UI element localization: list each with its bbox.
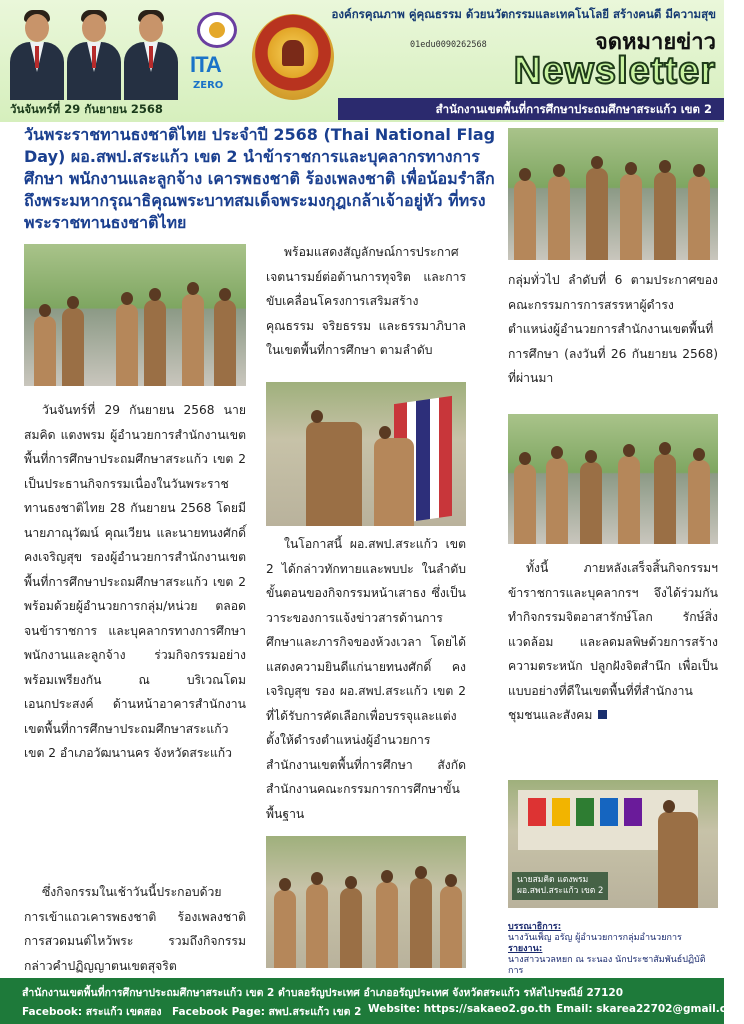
newsletter-header <box>0 0 724 122</box>
issue-date: วันจันทร์ที่ 29 กันยายน 2568 <box>10 102 163 116</box>
photo-recycling-activity <box>508 780 718 908</box>
photo-ceremony-line <box>24 244 246 386</box>
end-mark-icon <box>598 710 607 719</box>
facebook-link[interactable]: Facebook: สระแก้ว เขตสอง <box>22 1006 162 1018</box>
closing-text: ทั้งนี้ ภายหลังเสร็จสิ้นกิจกรรมฯ ข้าราชการและบุคลากรฯ จึงได้ร่วมกันทำกิจกรรมจิตอาสารักษ์โลก รักษ์สิ่งแวดล้อม และลดมลพิษด้วยการสร้างความตระหนัก ปลูกฝังจิตสำนึก เพื่อเป็นแบบอย่างที่ดีในเขตพื้นที่ที่สำนักงาน ชุมชนและสังคม <box>508 561 718 722</box>
editor-label: บรรณาธิการ: <box>508 922 562 932</box>
agency-logo-icon <box>197 12 237 48</box>
office-address: สำนักงานเขตพื้นที่การศึกษาประถมศึกษาสระแก้ว เขต 2 ตำบลอรัญประเทศ อำเภออรัญประเทศ จังหวัดสระแก้ว รหัสไปรษณีย์ 27120 <box>22 987 624 999</box>
masthead-english: Newsletter <box>513 50 716 92</box>
masthead-thai: จดหมายข่าว <box>594 30 716 55</box>
zero-logo: ZERO <box>193 80 224 91</box>
photo-caption: นายสมคิด แตงพรม ผอ.สพป.สระแก้ว เขต 2 <box>512 872 608 900</box>
article-paragraph: วันจันทร์ที่ 29 กันยายน 2568 นายสมคิด แตงพรม ผู้อำนวยการสำนักงานเขตพื้นที่การศึกษาประถมศึกษาสระแก้ว เขต 2 เป็นประธานกิจกรรมเนื่องในวันพระราชทานธงชาติไทย 28 กันยายน 2568 โดยมีนายภาณุวัฒน์ คุณเวียน และนายทนงศักดิ์ คงเจริญสุข รองผู้อำนวยการสำนักงานเขตพื้นที่การศึกษาประถมศึกษาสระแก้ว เขต 2 พร้อมด้วยผู้อำนวยการกลุ่ม/หน่วย ตลอดจนข้าราชการ และบุคลากรทางการศึกษา พนักงานและลูกจ้าง ร่วมกิจกรรมอย่างพร้อมเพรียงกัน ณ บริเวณโดมเอนกประสงค์ ด้านหน้าอาคารสำนักงานเขตพื้นที่การศึกษาประถมศึกษาสระแก้ว เขต 2 อำเภอวัฒนานคร จังหวัดสระแก้ว <box>24 403 246 760</box>
article-paragraph: พร้อมแสดงสัญลักษณ์การประกาศเจตนารมย์ต่อต้านการทุจริต และการขับเคลื่อนโครงการเสริมสร้างคุณธรรม จริยธรรม และธรรมาภิบาลในเขตพื้นที่การศึกษา ตามลำดับ <box>266 245 466 357</box>
article-headline: วันพระราชทานธงชาติไทย ประจำปี 2568 (Thai National Flag Day) ผอ.สพป.สระแก้ว เขต 2 นำข้าราชการและบุคลากรทางการศึกษา พนักงานและลูกจ้าง เคารพธงชาติ ร้องเพลงชาติ เพื่อน้อมรำลึกถึงพระมหากรุณาธิคุณพระบาทสมเด็จพระมงกุฎเกล้าเจ้าอยู่หัว ที่ทรงพระราชทานธงชาติไทย <box>24 125 496 232</box>
office-name-bar: สำนักงานเขตพื้นที่การศึกษาประถมศึกษาสระแก้ว เขต 2 <box>338 98 724 120</box>
executives-photo <box>8 6 180 100</box>
facebook-page-link[interactable]: Facebook Page: สพป.สระแก้ว เขต 2 <box>172 1006 362 1018</box>
executive-portrait <box>8 6 66 100</box>
website-link[interactable]: Website: https://sakaeo2.go.th <box>368 1003 552 1015</box>
photo-staff-group <box>508 414 718 544</box>
ministry-seal-icon <box>252 14 334 100</box>
article-paragraph: กลุ่มทั่วไป ลำดับที่ 6 ตามประกาศของคณะกรรมการการสรรหาผู้ดำรงตำแหน่งผู้อำนวยการสำนักงานเขตพื้นที่การศึกษา (ลงวันที่ 26 กันยายน 2568) ที่ผ่านมา <box>508 273 718 385</box>
photo-group-standing <box>266 836 466 968</box>
email-link[interactable]: Email: skarea22702@gmail.com <box>556 1003 744 1015</box>
credits-block <box>508 922 718 977</box>
photo-flag-ceremony-speaker <box>508 128 718 260</box>
newsletter-footer <box>0 978 744 1024</box>
article-paragraph: ซึ่งกิจกรรมในเช้าวันนี้ประกอบด้วย การเข้าแถวเคารพธงชาติ ร้องเพลงชาติ การสวดมนต์ไหว้พระ รวมถึงกิจกรรม กล่าวคำปฏิญญาตนเขตสุจริต <box>24 885 246 973</box>
editor-name: นางวันเพ็ญ อรัญ ผู้อำนวยการกลุ่มอำนวยการ <box>508 933 682 943</box>
document-code: 01edu0090262568 <box>410 40 487 50</box>
reporter-name: นางสาวนวลหยก ณ ระนอง นักประชาสัมพันธ์ปฏิบัติการ <box>508 955 706 976</box>
executive-portrait <box>65 6 123 100</box>
article-paragraph: ในโอกาสนี้ ผอ.สพป.สระแก้ว เขต 2 ได้กล่าวทักทายและพบปะ ในลำดับขั้นตอนของกิจกรรมหน้าเสาธง ซึ่งเป็นวาระของการแจ้งข่าวสารด้านการศึกษาและภารกิจของห้วงเวลา โดยได้แสดงความยินดีแก่นายทนงศักดิ์ คงเจริญสุข รอง ผอ.สพป.สระแก้ว เขต 2 ที่ได้รับการคัดเลือกเพื่อบรรจุและแต่งตั้งให้ดำรงตำแหน่งผู้อำนวยการสำนักงานเขตพื้นที่การศึกษา สังกัดสำนักงานคณะกรรมการการศึกษาขั้นพื้นฐาน <box>266 537 466 821</box>
photo-director-flag <box>266 382 466 526</box>
organization-motto: องค์กรคุณภาพ คู่คุณธรรม ด้วยนวัตกรรมและเทคโนโลยี สร้างคนดี มีความสุข <box>331 7 716 21</box>
article-paragraph <box>508 556 718 728</box>
reporter-label: รายงาน: <box>508 944 543 954</box>
executive-portrait <box>122 6 180 100</box>
ita-logo: ITA <box>190 52 221 77</box>
